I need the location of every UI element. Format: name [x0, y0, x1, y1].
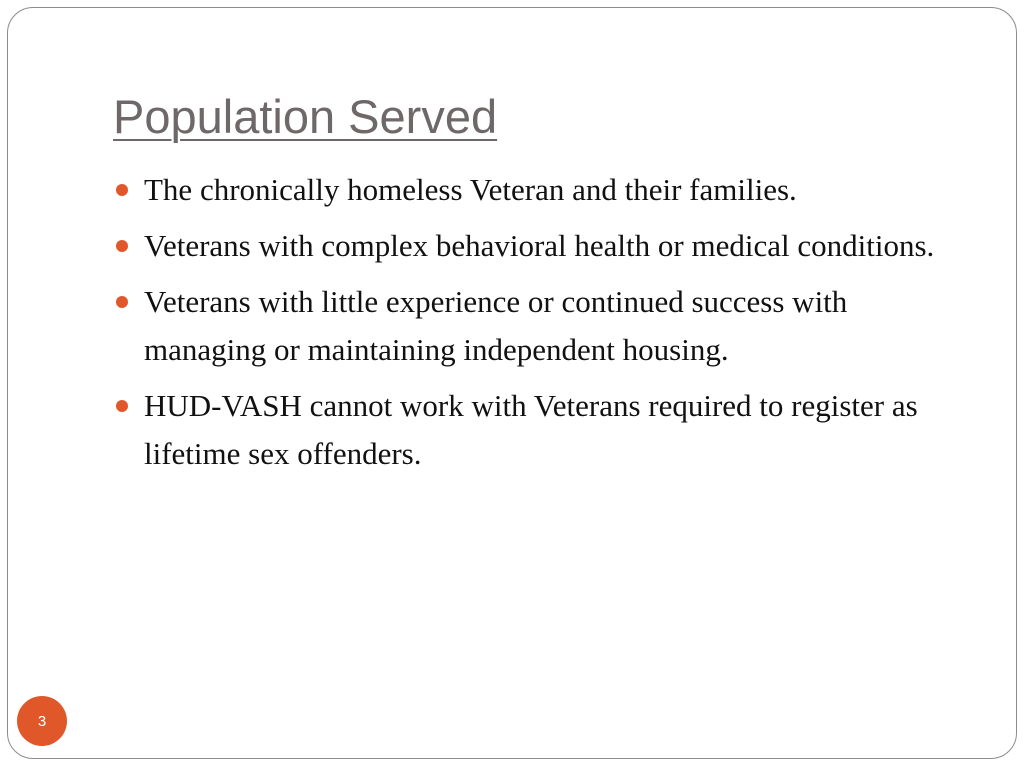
bullet-item	[113, 278, 973, 374]
bullet-dot-icon	[116, 296, 128, 308]
bullet-item	[113, 222, 973, 270]
bullet-text: Veterans with complex behavioral health or medical conditions.	[144, 228, 935, 263]
page-number-badge: 3	[17, 696, 67, 746]
bullet-dot-icon	[116, 184, 128, 196]
slide-title: Population Served	[113, 90, 498, 143]
bullet-item	[113, 166, 973, 214]
bullet-text: Veterans with little experience or continued success with managing or maintaining independent housing.	[144, 284, 848, 367]
bullet-text: HUD-VASH cannot work with Veterans required to register as lifetime sex offenders.	[144, 388, 918, 471]
bullet-dot-icon	[116, 240, 128, 252]
bullet-item	[113, 382, 973, 478]
bullet-text: The chronically homeless Veteran and their families.	[144, 172, 797, 207]
bullet-list	[113, 166, 973, 486]
bullet-dot-icon	[116, 400, 128, 412]
